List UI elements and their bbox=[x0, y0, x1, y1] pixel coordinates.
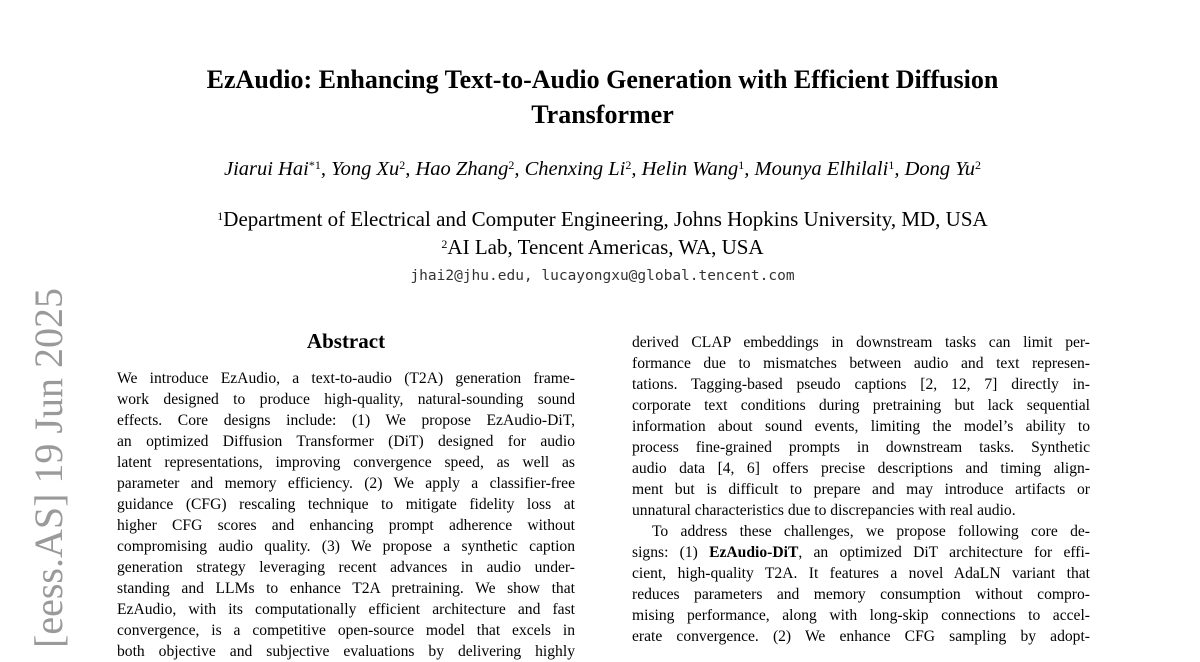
text-line: ment but is difficult to prepare and may introduce artifacts or bbox=[632, 481, 1090, 498]
keyword-ezaudio-dit: EzAudio-DiT bbox=[709, 544, 799, 561]
author-list: Jiarui Hai$^{*1}$, Yong Xu$^2$, Hao Zhang$^2$, Chenxing Li$^2$, Helin Wang$^1$, Mounya Elhilali$^1$, Dong Yu$^2$ bbox=[223, 158, 982, 180]
abstract-heading: Abstract bbox=[306, 329, 386, 353]
text-line: corporate text conditions during pretraining but lack sequential bbox=[632, 397, 1090, 414]
text-line: standing and LLMs to enhance T2A pretraining. We show that bbox=[117, 580, 575, 597]
author-emails: jhai2@jhu.edu, lucayongxu@global.tencent.com bbox=[410, 268, 795, 284]
author-affiliation-marker: 1 bbox=[888, 158, 895, 172]
author-name: Helin Wang bbox=[641, 158, 739, 180]
affiliation-marker: 1 bbox=[217, 209, 224, 223]
arxiv-margin-stamp: [eess.AS] 19 Jun 2025 bbox=[26, 288, 71, 648]
author-name: Mounya Elhilali bbox=[754, 158, 889, 180]
text-line: an optimized Diffusion Transformer (DiT) designed for audio bbox=[117, 433, 575, 450]
author-affiliation-marker: 2 bbox=[508, 158, 515, 172]
text-line: work designed to produce high-quality, natural-sounding sound bbox=[117, 391, 575, 408]
author-affiliation-marker: *1 bbox=[308, 158, 321, 172]
text-line: reduces parameters and memory consumption without compro- bbox=[632, 586, 1090, 603]
abstract-body bbox=[117, 368, 575, 662]
author-name: Jiarui Hai bbox=[223, 158, 309, 180]
text-line: process fine-grained prompts in downstream tasks. Synthetic bbox=[632, 439, 1090, 456]
affiliation-marker: 2 bbox=[441, 237, 448, 251]
text-line: compromising audio quality. (3) We propose a synthetic caption bbox=[117, 538, 575, 555]
text-line: EzAudio, with its computationally efficient architecture and fast bbox=[117, 601, 575, 618]
author-affiliation-marker: 1 bbox=[738, 158, 745, 172]
affiliation-text: AI Lab, Tencent Americas, WA, USA bbox=[447, 235, 764, 259]
text-line: formance due to mismatches between audio and text represen- bbox=[632, 355, 1090, 372]
text-line: convergence, is a competitive open-source model that excels in bbox=[117, 622, 575, 639]
text-line: parameter and memory efficiency. (2) We apply a classifier-free bbox=[117, 475, 575, 492]
text-line: cient, high-quality T2A. It features a novel AdaLN variant that bbox=[632, 565, 1090, 582]
right-column-body bbox=[632, 332, 1090, 647]
paper-title bbox=[100, 62, 1105, 132]
affiliation-2 bbox=[100, 233, 1105, 261]
text-line: higher CFG scores and enhancing prompt adherence without bbox=[117, 517, 575, 534]
text-line: guidance (CFG) rescaling technique to mitigate fidelity loss at bbox=[117, 496, 575, 513]
text-line: audio data [4, 6] offers precise descriptions and timing align- bbox=[632, 460, 1090, 477]
author-name: Dong Yu bbox=[904, 158, 976, 180]
text-line: unnatural characteristics due to discrepancies with real audio. bbox=[632, 502, 1016, 519]
author-affiliation-marker: 2 bbox=[975, 158, 982, 172]
affiliation-text: Department of Electrical and Computer Engineering, Johns Hopkins University, MD, USA bbox=[223, 207, 988, 231]
paper-title-line-1: EzAudio: Enhancing Text-to-Audio Generation with Efficient Diffusion bbox=[206, 65, 999, 94]
text-line: generation strategy leveraging recent advances in audio under- bbox=[117, 559, 575, 576]
author-affiliation-marker: 2 bbox=[625, 158, 632, 172]
text-line: To address these challenges, we propose following core de- bbox=[652, 523, 1090, 540]
author-name: Chenxing Li bbox=[524, 158, 626, 180]
text-line: tations. Tagging-based pseudo captions [2, 12, 7] directly in- bbox=[632, 376, 1090, 393]
affiliation-1 bbox=[100, 205, 1105, 233]
paper-title-line-2: Transformer bbox=[531, 100, 674, 129]
text-line: information about sound events, limiting the model’s ability to bbox=[632, 418, 1090, 435]
author-name: Yong Xu bbox=[331, 158, 400, 180]
text-line: effects. Core designs include: (1) We propose EzAudio-DiT, bbox=[117, 412, 575, 429]
author-affiliation-marker: 2 bbox=[399, 158, 406, 172]
text-line: erate convergence. (2) We enhance CFG sampling by adopt- bbox=[632, 628, 1090, 645]
text-line: both objective and subjective evaluations by delivering highly bbox=[117, 643, 575, 660]
text-line: signs: (1) EzAudio-DiT, an optimized DiT architecture for effi- bbox=[632, 544, 1090, 561]
text-line: We introduce EzAudio, a text-to-audio (T2A) generation frame- bbox=[117, 370, 575, 387]
author-name: Hao Zhang bbox=[415, 158, 509, 180]
text-line: derived CLAP embeddings in downstream tasks can limit per- bbox=[632, 334, 1090, 351]
text-line: mising performance, along with long-skip connections to accel- bbox=[632, 607, 1090, 624]
text-line: latent representations, improving convergence speed, as well as bbox=[117, 454, 575, 471]
